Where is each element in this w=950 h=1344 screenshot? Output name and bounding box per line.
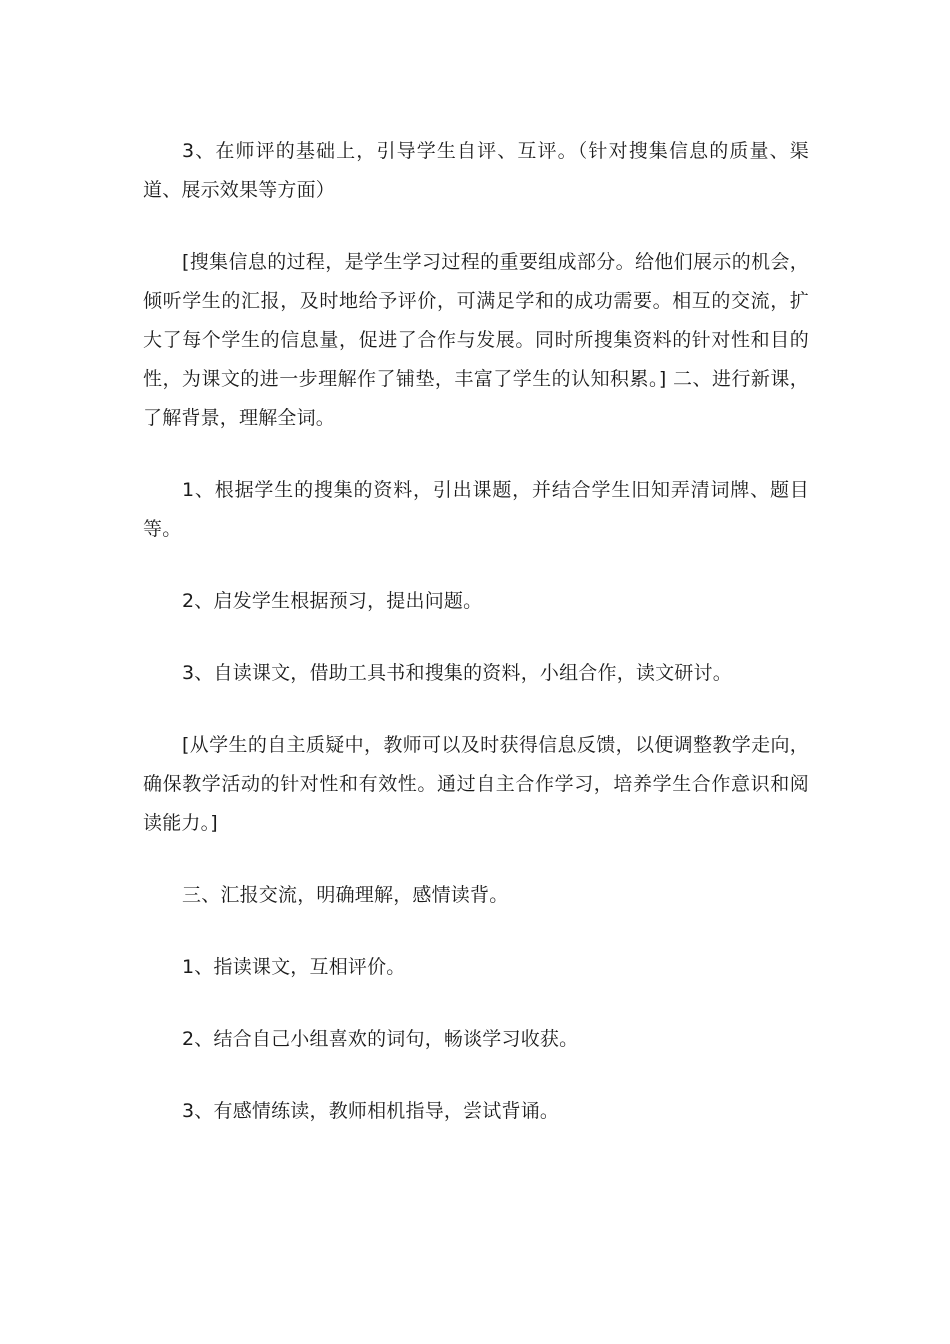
paragraph-item-3-recite: 3、有感情练读，教师相机指导，尝试背诵。 [182,1100,560,1122]
paragraph-commentary-info-gathering: [搜集信息的过程，是学生学习过程的重要组成部分。给他们展示的机会，倾听学生的汇报，及时地给予评价，可满足学和的成功需要。相互的交流，扩大了每个学生的信息量，促进了合作与发展。同时所搜集资料的针对性和目的性，为课文的进一步理解作了铺垫，丰富了学生的认知积累。] 二、进行新课，了解背景，理解全词。 [143,251,809,429]
paragraph-step-1-topic: 1、根据学生的搜集的资料，引出课题，并结合学生旧知弄清词牌、题目等。 [143,479,809,540]
section-heading-3: 三、汇报交流，明确理解，感情读背。 [182,884,509,906]
paragraph-item-1-read-aloud: 1、指读课文，互相评价。 [182,956,406,978]
paragraph-step-3-self-reading: 3、自读课文，借助工具书和搜集的资料，小组合作，读文研讨。 [182,662,732,684]
paragraph-self-evaluation: 3、在师评的基础上，引导学生自评、互评。（针对搜集信息的质量、渠道、展示效果等方面） [143,140,809,201]
paragraph-commentary-questioning: [从学生的自主质疑中，教师可以及时获得信息反馈，以便调整教学走向，确保教学活动的针对性和有效性。通过自主合作学习，培养学生合作意识和阅读能力。] [143,734,809,834]
document-body [143,132,809,1131]
paragraph-item-2-discuss: 2、结合自己小组喜欢的词句，畅谈学习收获。 [182,1028,579,1050]
paragraph-step-2-questions: 2、启发学生根据预习，提出问题。 [182,590,483,612]
